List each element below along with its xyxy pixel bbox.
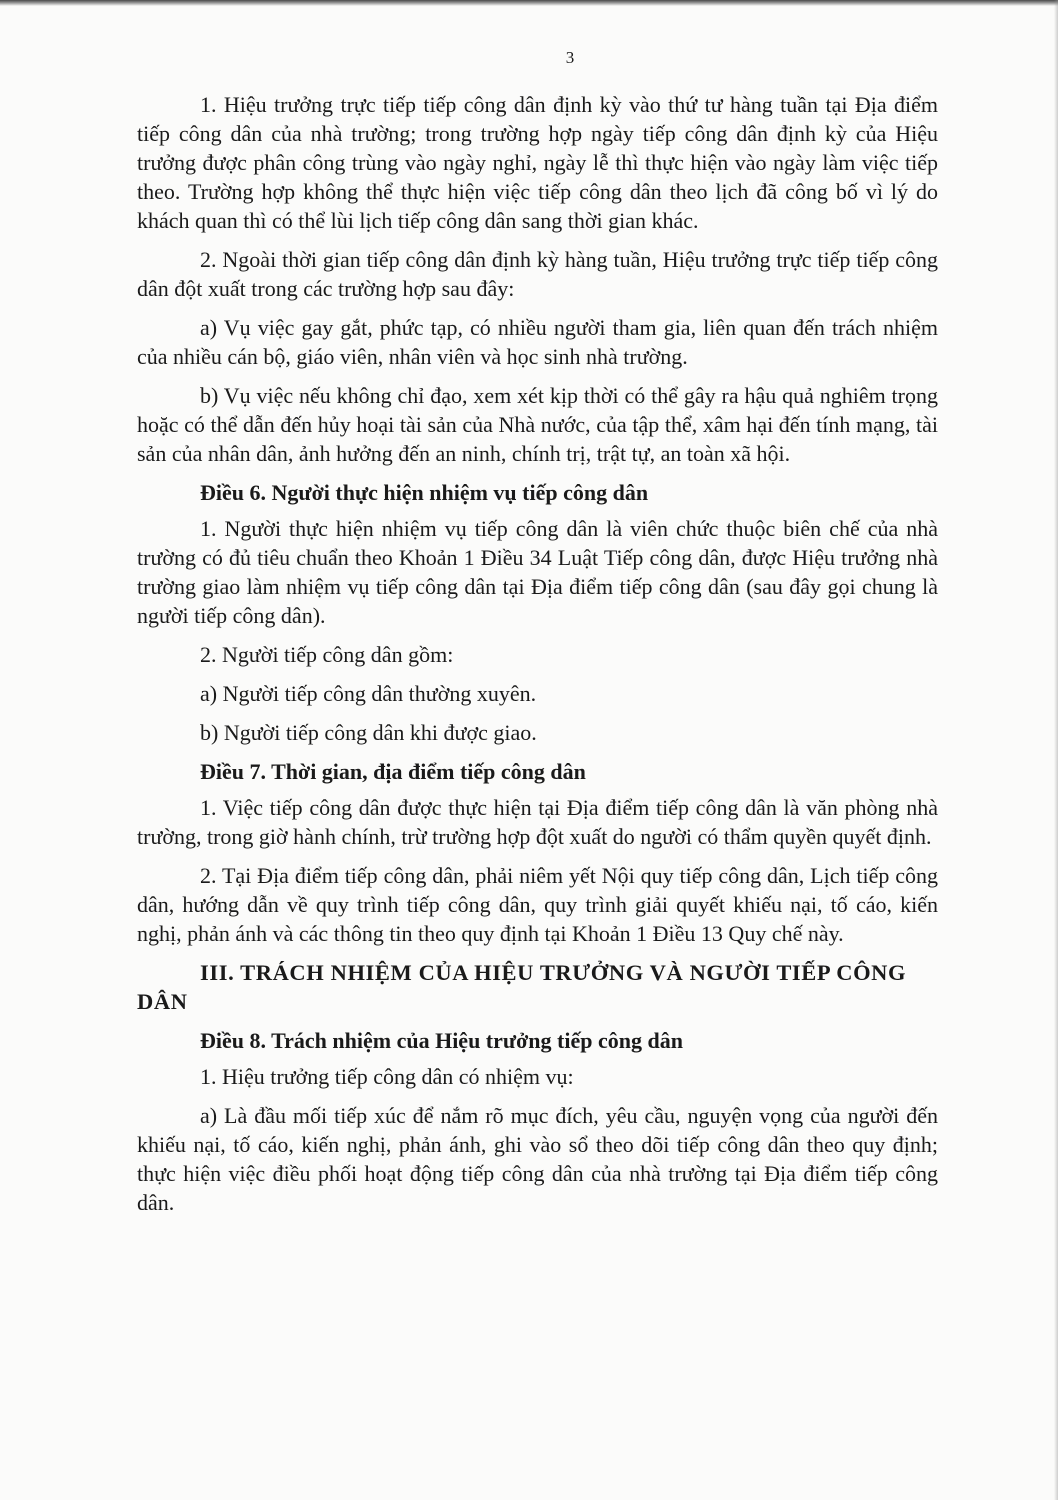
paragraph-8: b) Người tiếp công dân khi được giao. — [200, 720, 537, 745]
article-8-heading: Điều 8. Trách nhiệm của Hiệu trưởng tiếp công dân — [200, 1028, 683, 1053]
paragraph-12: a) Là đầu mối tiếp xúc để nắm rõ mục đích, yêu cầu, nguyện vọng của người đến khiếu nại, tố cáo, kiến nghị, phản ánh, ghi vào sổ theo dõi tiếp công dân theo quy định; thực hiện việc điều phối hoạt động tiếp công dân của nhà trường tại Địa điểm tiếp công dân. — [137, 1103, 938, 1215]
paragraph-5: 1. Người thực hiện nhiệm vụ tiếp công dân là viên chức thuộc biên chế của nhà trường có đủ tiêu chuẩn theo Khoản 1 Điều 34 Luật Tiếp công dân, được Hiệu trưởng nhà trường giao làm nhiệm vụ tiếp công dân tại Địa điểm tiếp công dân (sau đây gọi chung là người tiếp công dân). — [137, 516, 938, 628]
paragraph-7: a) Người tiếp công dân thường xuyên. — [200, 681, 537, 706]
article-7-heading: Điều 7. Thời gian, địa điểm tiếp công dân — [200, 759, 586, 784]
paragraph-4: b) Vụ việc nếu không chỉ đạo, xem xét kịp thời có thể gây ra hậu quả nghiêm trọng hoặc có thể dẫn đến hủy hoại tài sản của Nhà nước, của tập thể, xâm hại đến tính mạng, tài sản của nhân dân, ảnh hưởng đến an ninh, chính trị, trật tự, an toàn xã hội. — [137, 383, 938, 466]
paragraph-9: 1. Việc tiếp công dân được thực hiện tại Địa điểm tiếp công dân là văn phòng nhà trường, trong giờ hành chính, trừ trường hợp đột xuất do người có thẩm quyền quyết định. — [137, 795, 938, 849]
document-body — [137, 90, 938, 1227]
article-6-heading: Điều 6. Người thực hiện nhiệm vụ tiếp công dân — [200, 480, 649, 505]
paragraph-6: 2. Người tiếp công dân gồm: — [200, 642, 454, 667]
paragraph-3: a) Vụ việc gay gắt, phức tạp, có nhiều người tham gia, liên quan đến trách nhiệm của nhiều cán bộ, giáo viên, nhân viên và học sinh nhà trường. — [137, 315, 938, 369]
paragraph-10: 2. Tại Địa điểm tiếp công dân, phải niêm yết Nội quy tiếp công dân, Lịch tiếp công dân, hướng dẫn về quy trình tiếp công dân, quy trình giải quyết khiếu nại, tố cáo, kiến nghị, phản ánh và các thông tin theo quy định tại Khoản 1 Điều 13 Quy chế này. — [137, 863, 938, 946]
page-number: 3 — [565, 48, 575, 67]
paragraph-2: 2. Ngoài thời gian tiếp công dân định kỳ hàng tuần, Hiệu trưởng trực tiếp tiếp công dân đột xuất trong các trường hợp sau đây: — [137, 247, 938, 301]
paragraph-1: 1. Hiệu trưởng trực tiếp tiếp công dân định kỳ vào thứ tư hàng tuần tại Địa điểm tiếp công dân của nhà trường; trong trường hợp ngày tiếp công dân định kỳ của Hiệu trưởng được phân công trùng vào ngày nghỉ, ngày lễ thì thực hiện vào ngày làm việc tiếp theo. Trường hợp không thể thực hiện việc tiếp công dân theo lịch đã công bố vì lý do khách quan thì có thể lùi lịch tiếp công dân sang thời gian khác. — [137, 92, 938, 233]
paragraph-11: 1. Hiệu trưởng tiếp công dân có nhiệm vụ: — [200, 1064, 574, 1089]
section-3-heading: III. TRÁCH NHIỆM CỦA HIỆU TRƯỞNG VÀ NGƯỜI TIẾP CÔNG DÂN — [137, 960, 907, 1014]
scan-right-edge — [1054, 0, 1058, 1500]
scan-top-edge — [0, 0, 1058, 6]
